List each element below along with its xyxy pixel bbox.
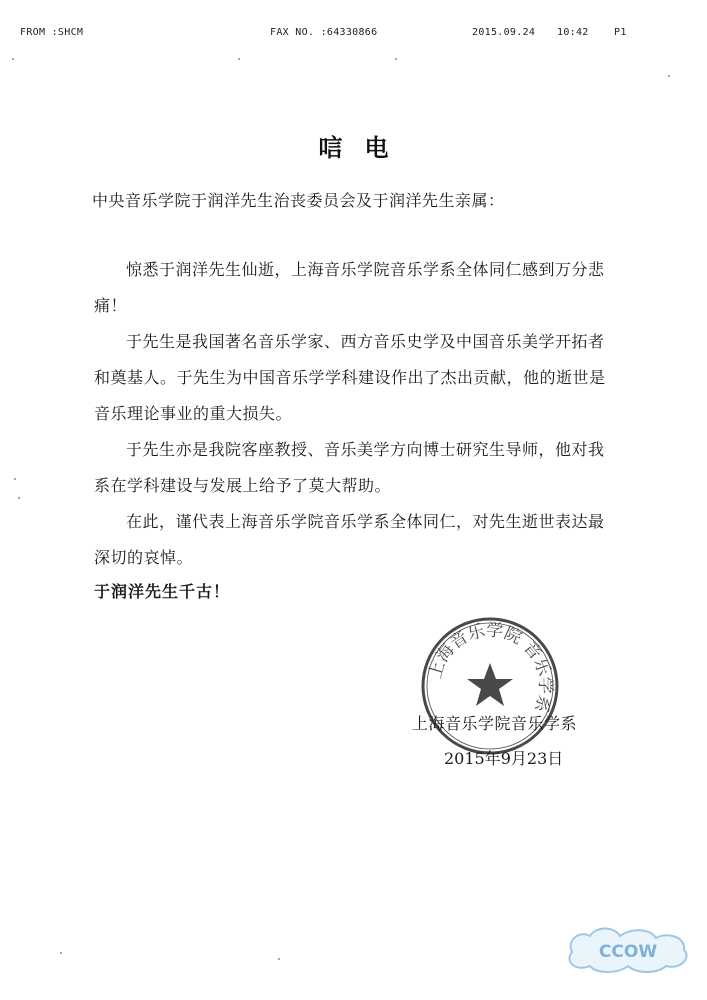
scan-speck [12, 58, 14, 60]
paragraph: 于先生是我国著名音乐学家、西方音乐史学及中国音乐美学开拓者和奠基人。于先生为中国音乐学学科建设作出了杰出贡献，他的逝世是音乐理论事业的重大损失。 [94, 332, 606, 423]
fax-page-number: P1 [614, 27, 627, 38]
signature-date: 2015年9月23日 [444, 749, 564, 768]
official-seal [419, 615, 561, 757]
scan-speck [278, 958, 280, 960]
scan-speck [14, 478, 16, 480]
paragraph: 惊悉于润洋先生仙逝，上海音乐学院音乐学系全体同仁感到万分悲痛！ [94, 260, 605, 315]
star-seal-icon [467, 663, 513, 706]
seal-text-path: 上海音乐学院 音乐学系 [425, 620, 556, 715]
paragraph: 于先生亦是我院客座教授、音乐美学方向博士研究生导师，他对我系在学科建设与发展上给予了莫大帮助。 [94, 440, 605, 495]
scan-speck [238, 58, 240, 60]
fax-from: FROM :SHCM [20, 27, 84, 38]
closing-line: 于润洋先生千古！ [94, 582, 231, 601]
logo-text: CCOW [598, 942, 658, 962]
scan-speck [60, 952, 62, 954]
fax-header [0, 27, 707, 43]
paragraph: 在此，谨代表上海音乐学院音乐学系全体同仁，对先生逝世表达最深切的哀悼。 [94, 512, 605, 567]
fax-time: 10:42 [557, 27, 589, 38]
signature-organization: 上海音乐学院音乐学系 [412, 714, 578, 733]
scan-speck [668, 75, 670, 77]
ccow-logo [562, 922, 694, 974]
scan-speck [395, 58, 397, 60]
salutation: 中央音乐学院于润洋先生治丧委员会及于润洋先生亲属： [92, 191, 505, 210]
fax-date: 2015.09.24 [472, 27, 536, 38]
scan-speck [18, 497, 20, 499]
fax-number: FAX NO. :64330866 [270, 27, 378, 38]
letter-title: 唁电 [318, 134, 411, 162]
